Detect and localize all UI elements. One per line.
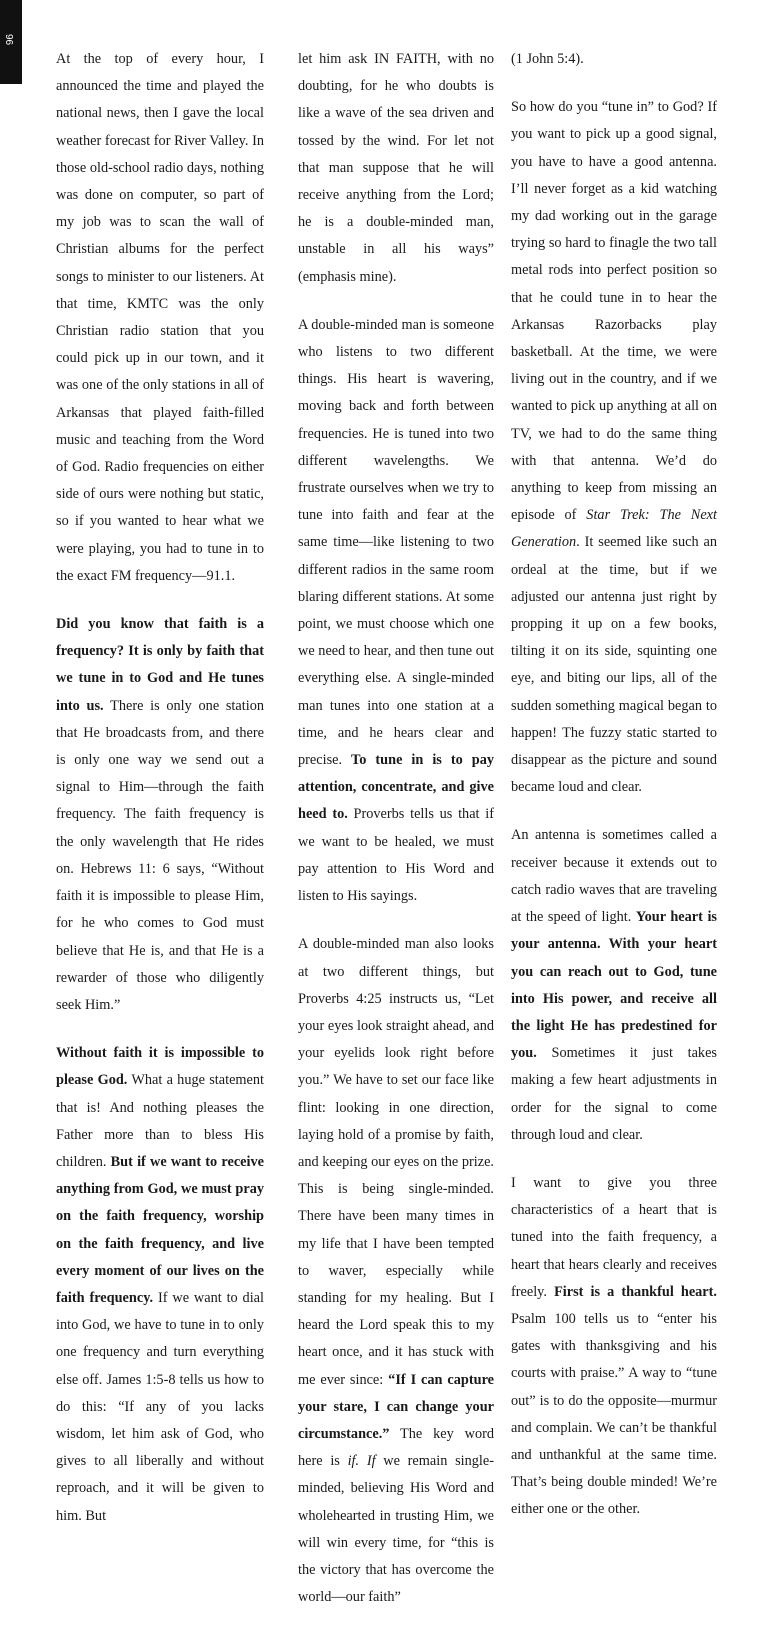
- paragraph-text: There is only one station that He broadcasts from, and there is only one way we send out a signal to Him—through the faith frequency. The faith frequency is the only wavelength that He rides on. Hebrews 11: 6 says, “Without faith it is impossible to please Him, for he who comes to God must believe that He is, and that He is a rewarder of those who diligently seek Him.”: [56, 697, 264, 1013]
- page-number: 96: [3, 33, 15, 46]
- paragraph-text: we remain single-minded, believing His Word and wholehearted in trusting Him, we will win every time, for “this is the victory that has overcome the world—our faith”: [298, 1453, 494, 1606]
- italic-title: Star Trek: The Next Generation: [511, 507, 717, 551]
- paragraph: [56, 611, 264, 1019]
- text-column-left: [56, 46, 264, 1551]
- paragraph: [56, 1040, 264, 1530]
- paragraph-text: If we want to dial into God, we have to tune in to only one frequency and turn everything else off. James 1:5-8 tells us how to do this: “If any of you lacks wisdom, let him ask of God, who gives to all liberally and without reproach, and it will be given to him. But: [56, 1289, 264, 1524]
- paragraph-text: Psalm 100 tells us to “enter his gates with thanksgiving and his courts with praise.” A way to “tune out” is to do the opposite—murmur and complain. We can’t be thankful and unthankful at the same time. That’s being double minded! We’re either one or the other.: [511, 1310, 717, 1518]
- paragraph-text: The key word here is: [298, 1425, 494, 1470]
- paragraph: [298, 931, 494, 1611]
- paragraph: [298, 312, 494, 910]
- paragraph-text: A double-minded man also looks at two different things, but Proverbs 4:25 instructs us, “Let your eyes look straight ahead, and your eyelids look right before you.” We have to set our face like flint: looking in one direction, laying hold of a promise by faith, and keeping our eyes on the prize. This is being single-minded. There have been many times in my life that I have been tempted to waver, especially while standing for my healing. But I heard the Lord speak this to my heart once, and it has stuck with me ever since:: [298, 936, 494, 1388]
- page-number-tab: [0, 0, 22, 84]
- paragraph: [298, 46, 494, 291]
- bold-text: But if we want to receive anything from God, we must pray on the faith frequency, worship on the faith frequency, and live every moment of our lives on the faith frequency.: [56, 1153, 264, 1306]
- italic-text: if. If: [347, 1453, 376, 1470]
- text-column-right: [511, 46, 717, 1545]
- bold-text: First is a thankful heart.: [554, 1283, 717, 1300]
- paragraph-text: At the top of every hour, I announced the time and played the national news, then I gave the local weather forecast for River Valley. In those old-school radio days, nothing was done on computer, so part of my job was to scan the wall of Christian albums for the perfect songs to minister to our listeners. At that time, KMTC was the only Christian radio station that you could pick up in our town, and it was one of the only stations in all of Arkansas that played faith-filled music and teaching from the Word of God. Radio frequencies on either side of ours were nothing but static, so if you wanted to hear what we were playing, you had to tune in to the exact FM frequency—91.1.: [56, 51, 264, 584]
- bold-text: Without faith it is impossible to please God.: [56, 1045, 264, 1089]
- bold-text: Your heart is your antenna. With your heart you can reach out to God, tune into His power, and receive all the light He has predestined for you.: [511, 909, 718, 1062]
- paragraph: [511, 822, 717, 1148]
- paragraph: [56, 46, 264, 590]
- paragraph-text: I want to give you three characteristics of a heart that is tuned into the faith frequency, a heart that hears clearly and receives freely.: [511, 1174, 717, 1300]
- paragraph: [511, 94, 717, 801]
- paragraph-text: Sometimes it just takes making a few heart adjustments in order for the signal to come through loud and clear.: [511, 1045, 717, 1143]
- paragraph-text: Proverbs tells us that if we want to be healed, we must pay attention to His Word and listen to His sayings.: [298, 806, 494, 905]
- bold-text: Did you know that faith is a frequency? It is only by faith that we tune in to God and He tunes into us.: [56, 616, 264, 714]
- paragraph-text: A double-minded man is someone who listens to two different things. His heart is wavering, moving back and forth between frequencies. He is tuned into two different wavelengths. We frustrate ourselves when we try to tune into faith and fear at the same time—like listening to two different radios in the same room blaring different stations. At some point, we must choose which one we need to hear, and then tune out everything else. A single-minded man tunes into one station at a time, and he hears clear and precise.: [298, 316, 494, 769]
- text-column-middle: [298, 46, 494, 1632]
- bold-quote: “If I can capture your stare, I can change your circumstance.”: [298, 1371, 494, 1442]
- paragraph-text: . It seemed like such an ordeal at the time, but if we adjusted our antenna just right by propping it up on a few books, tilting it on its side, squinting one eye, and biting our lips, all of the sudden something magical began to happen! The fuzzy static started to disappear as the picture and sound became loud and clear.: [511, 534, 717, 796]
- paragraph-text: let him ask IN FAITH, with no doubting, for he who doubts is like a wave of the sea driven and tossed by the wind. For let not that man suppose that he will receive anything from the Lord; he is a double-minded man, unstable in all his ways” (emphasis mine).: [298, 51, 494, 285]
- paragraph: [511, 46, 717, 73]
- paragraph-text: So how do you “tune in” to God? If you want to pick up a good signal, you have to have a good antenna. I’ll never forget as a kid watching my dad working out in the garage trying so hard to finagle the two tall metal rods into perfect position so that he could tune in to hear the Arkansas Razorbacks play basketball. At the time, we were living out in the country, and if we wanted to pick up anything at all on TV, we had to do the same thing with that antenna. We’d do anything to keep from missing an episode of: [511, 99, 717, 524]
- bold-text: To tune in is to pay attention, concentrate, and give heed to.: [298, 752, 494, 823]
- paragraph: [511, 1170, 717, 1524]
- paragraph-text: (1 John 5:4).: [511, 51, 584, 67]
- paragraph-text: An antenna is sometimes called a receiver because it extends out to catch radio waves that are traveling at the speed of light.: [511, 827, 717, 926]
- paragraph-text: What a huge statement that is! And nothing pleases the Father more than to bless His children.: [56, 1072, 264, 1170]
